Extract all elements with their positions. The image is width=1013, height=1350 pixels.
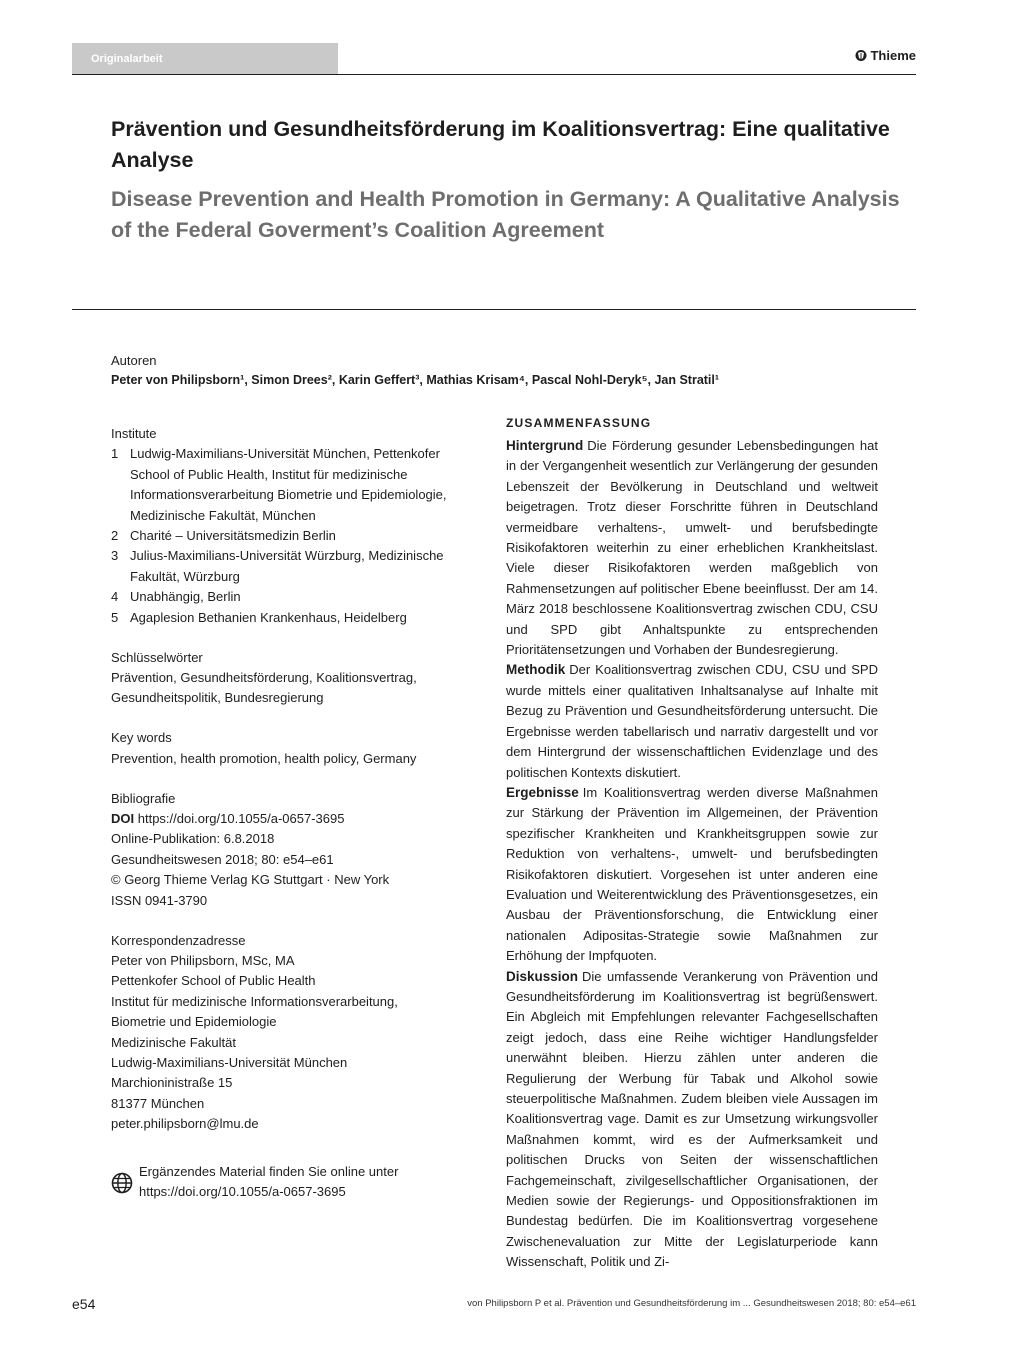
authors-label: Autoren xyxy=(111,353,157,368)
thieme-logo-icon xyxy=(855,49,867,62)
correspondence-line: Pettenkofer School of Public Health xyxy=(111,973,316,989)
abstract-section xyxy=(506,967,878,1273)
authors-list: Peter von Philipsborn¹, Simon Drees², Karin Geffert³, Mathias Krisam⁴, Pascal Nohl-Deryk⁵, Jan Stratil¹ xyxy=(111,373,720,387)
correspondence-line: Ludwig-Maximilians-Universität München xyxy=(111,1054,348,1070)
supplementary-text[interactable]: Ergänzendes Material finden Sie online unter https://doi.org/10.1055/a-0657-3695 xyxy=(139,1164,399,1200)
institute-text: Charité – Universitätsmedizin Berlin xyxy=(130,528,336,544)
correspondence-block xyxy=(111,931,483,1135)
institute-item xyxy=(111,526,483,546)
section-label: Originalarbeit xyxy=(72,43,338,75)
journal-ref: Gesundheitswesen 2018; 80: e54–e61 xyxy=(111,851,334,867)
institute-text: Ludwig-Maximilians-Universität München, Pettenkofer School of Public Health, Institut für medizinische Informationsverarbeitung Biometrie und Epidemiologie, Medizinische Fakultät, München xyxy=(130,446,447,523)
correspondence-line: Peter von Philipsborn, MSc, MA xyxy=(111,952,295,968)
page-number: e54 xyxy=(72,1296,96,1312)
doi-link[interactable]: https://doi.org/10.1055/a-0657-3695 xyxy=(137,811,345,826)
doi-line xyxy=(111,809,483,829)
keywords-en-block xyxy=(111,728,483,769)
abstract xyxy=(506,416,878,1273)
institute-text: Agaplesion Bethanien Krankenhaus, Heidelberg xyxy=(130,609,407,625)
abstract-section xyxy=(506,436,878,660)
publisher-name: Thieme xyxy=(870,48,916,63)
abstract-section-heading: Methodik xyxy=(506,662,566,678)
institute-item xyxy=(111,546,483,587)
online-date: Online-Publikation: 6.8.2018 xyxy=(111,831,275,847)
correspondence-line: Medizinische Fakultät xyxy=(111,1034,236,1050)
institute-text: Julius-Maximilians-Universität Würzburg, Medizinische Fakultät, Würzburg xyxy=(130,548,444,584)
abstract-section-text: Die Förderung gesunder Lebensbedingungen hat in der Vergangenheit wesentlich zur Verlängerung der gesunden Lebenszeit der Bevölkerung in Deutschland und weltweit beigetragen. Trotz dieser Forschritte führen in Deutschland vermeidbare verhaltens-, umwelt- und berufsbedingte Risikofaktoren weiterhin zu einer erheblichen Krankheitslast. Viele dieser Risikofaktoren werden maßgeblich von Rahmensetzungen auf politischer Ebene beeinflusst. Der am 14. März 2018 beschlossene Koalitionsvertrag zwischen CDU, CSU und SPD gibt Anhaltspunkte zu entsprechenden Prioritätensetzungen und Vorhaben der Bundesregierung. xyxy=(506,438,878,658)
correspondence-label: Korrespondenzadresse xyxy=(111,932,246,948)
supplementary-note xyxy=(111,1162,471,1203)
bibliography-block xyxy=(111,789,483,911)
title-german: Prävention und Gesundheitsförderung im Koalitionsvertrag: Eine qualitative Analyse xyxy=(111,117,890,172)
publisher-logo xyxy=(855,48,916,63)
abstract-section-text: Im Koalitionsvertrag werden diverse Maßnahmen zur Stärkung der Prävention im Allgemeinen, der Prävention spezifischer Krankheiten und Krankheitsgruppen sowie zur Reduktion von verhaltens-, umwelt- und berufsbedingten Risikofaktoren diskutiert. Vorgesehen ist unter anderen eine Evaluation und Weiterentwicklung des Präventionsgesetzes, ein Ausbau der Präventionsforschung, die Entwicklung einer nationalen Adipositas-Strategie sowie Maßnahmen zur Erhöhung der Impfquoten. xyxy=(506,784,878,964)
institutes-block xyxy=(111,424,483,628)
abstract-section-text: Der Koalitionsvertrag zwischen CDU, CSU und SPD wurde mittels einer qualitativen Inhaltsanalyse auf Inhalte mit Bezug zu Prävention und Gesundheitsförderung untersucht. Die Ergebnisse werden tabellarisch und narrativ dargestellt und vor dem Hintergrund der wissenschaftlichen Evidenzlage und des politischen Kontexts diskutiert. xyxy=(506,662,878,780)
copyright: © Georg Thieme Verlag KG Stuttgart · New York xyxy=(111,872,390,888)
globe-icon xyxy=(111,1172,133,1194)
keywords-de-text: Prävention, Gesundheitsförderung, Koalitionsvertrag, Gesundheitspolitik, Bundesregierung xyxy=(111,669,417,706)
metadata-column xyxy=(111,424,483,1154)
abstract-section-text: Die umfassende Verankerung von Prävention und Gesundheitsförderung im Koalitionsvertrag ist begrüßenswert. Ein Abgleich mit Empfehlungen relevanter Fachgesellschaften zeigt jedoch, dass eine Reihe wichtiger Handlungsfelder unerwähnt bleiben. Hierzu zählen unter anderen die Regulierung der Werbung für Tabak und Alkohol sowie steuerpolitische Maßnahmen. Zudem bleiben viele Aussagen im Koalitionsvertrag vage. Damit es zur Umsetzung wirkungsvoller Maßnahmen kommt, wird es der Aufmerksamkeit und politischen Drucks von Seiten der wissenschaftlichen Fachgemeinschaft, zivilgesellschaftlicher Organisationen, der Medien sowie der Regierungs- und Oppositionsfraktionen im Bundestag bedürfen. Die im Koalitionsvertrag vorgesehene Zwischenevaluation zur Mitte der Legislaturperiode kann Wissenschaft, Politik und Zi- xyxy=(506,968,878,1270)
correspondence-address xyxy=(111,951,483,1135)
correspondence-line: Institut für medizinische Informationsverarbeitung, xyxy=(111,993,398,1009)
institute-number: 4 xyxy=(111,589,119,605)
abstract-body xyxy=(506,436,878,1273)
abstract-section-heading: Diskussion xyxy=(506,968,579,984)
keywords-de-label: Schlüsselwörter xyxy=(111,649,203,665)
abstract-section xyxy=(506,783,878,967)
keywords-en-label: Key words xyxy=(111,730,172,746)
correspondence-line: Biometrie und Epidemiologie xyxy=(111,1014,277,1030)
institute-number: 2 xyxy=(111,528,119,544)
issn: ISSN 0941-3790 xyxy=(111,892,208,908)
abstract-section-heading: Ergebnisse xyxy=(506,784,579,800)
abstract-section-heading: Hintergrund xyxy=(506,438,584,453)
institute-number: 3 xyxy=(111,548,119,564)
abstract-title: ZUSAMMENFASSUNG xyxy=(506,416,652,430)
footer-citation: von Philipsborn P et al. Prävention und Gesundheitsförderung im ... Gesundheitswesen 2018; 80: e54–e61 xyxy=(467,1298,916,1309)
keywords-de-block xyxy=(111,648,483,709)
title-english: Disease Prevention and Health Promotion in Germany: A Qualitative Analysis of the Federal Goverment’s Coalition Agreement xyxy=(111,187,900,242)
abstract-section xyxy=(506,660,878,782)
title-divider xyxy=(72,309,916,310)
institute-item xyxy=(111,587,483,607)
correspondence-line: 81377 München xyxy=(111,1095,205,1111)
header-divider xyxy=(72,74,916,75)
institute-number: 1 xyxy=(111,446,119,462)
institutes-list xyxy=(111,444,483,628)
correspondence-line: Marchioninistraße 15 xyxy=(111,1075,233,1091)
bibliography-label: Bibliografie xyxy=(111,790,176,806)
keywords-en-text: Prevention, health promotion, health policy, Germany xyxy=(111,750,417,766)
institutes-label: Institute xyxy=(111,426,157,441)
doi-label: DOI xyxy=(111,811,135,826)
institute-item xyxy=(111,608,483,628)
institute-number: 5 xyxy=(111,609,119,625)
correspondence-line[interactable]: peter.philipsborn@lmu.de xyxy=(111,1116,259,1132)
institute-text: Unabhängig, Berlin xyxy=(130,589,241,605)
institute-item xyxy=(111,444,483,526)
